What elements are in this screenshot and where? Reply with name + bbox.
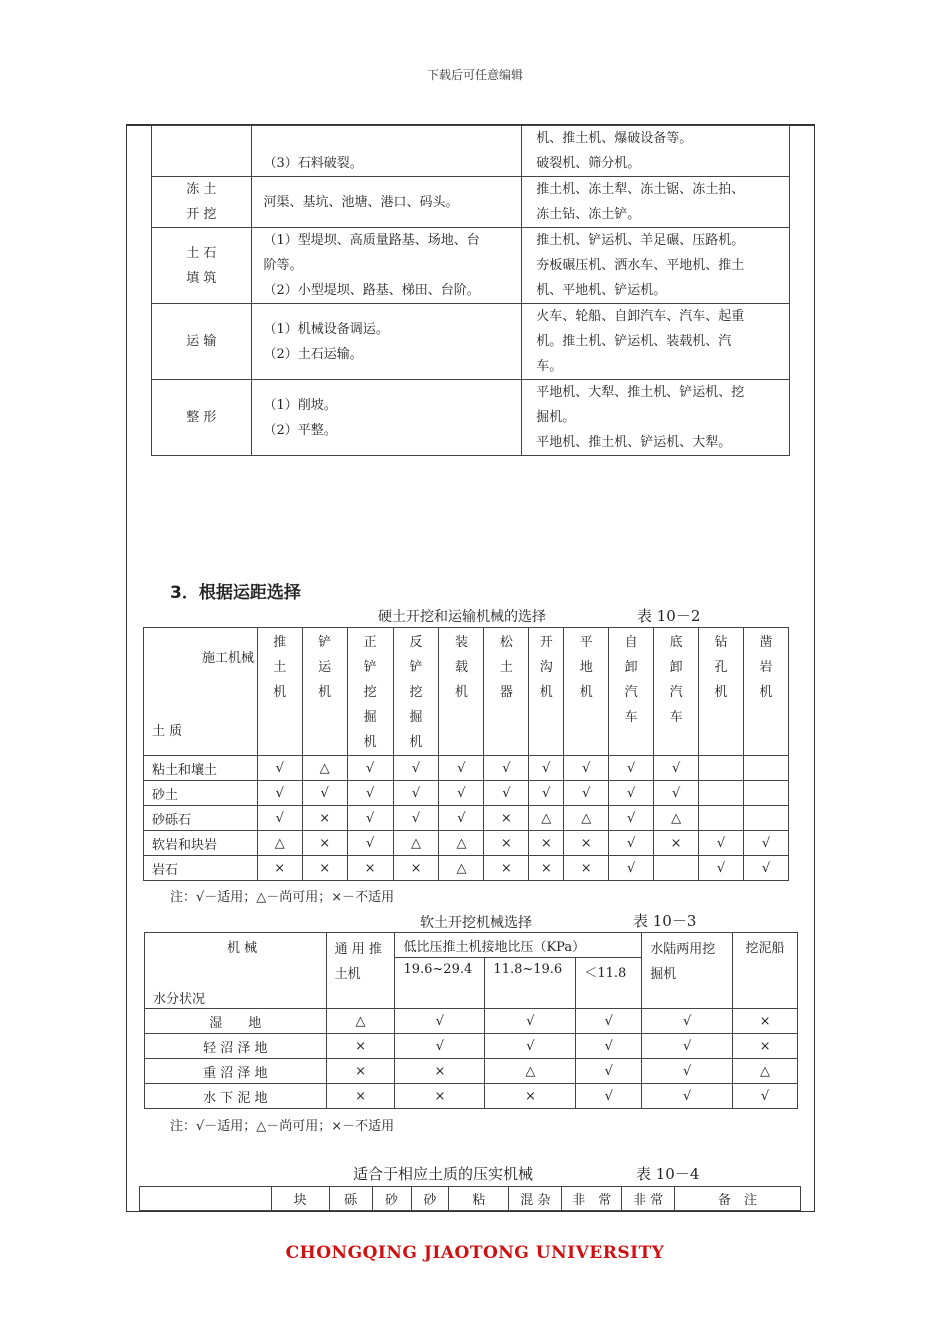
- suitability-mark: ×: [326, 1034, 395, 1059]
- table2-note: 注：√－适用；△－尚可用；×－不适用: [170, 890, 395, 905]
- operation-name-cell: [152, 228, 252, 304]
- suitability-mark: ×: [484, 806, 529, 831]
- suitability-mark: ×: [733, 1034, 798, 1059]
- suitability-mark: √: [564, 756, 609, 781]
- operation-content-cell: [251, 304, 522, 380]
- table-row: [145, 1059, 798, 1084]
- table2-corner-bottom: 土 质: [152, 724, 183, 739]
- table-row: [152, 177, 790, 228]
- machine-list-cell: [522, 228, 790, 304]
- machine-list-cell: [522, 177, 790, 228]
- suitability-mark: △: [529, 806, 564, 831]
- suitability-mark: ×: [326, 1059, 395, 1084]
- suitability-mark: √: [699, 831, 744, 856]
- soil-type: 岩石: [144, 856, 258, 881]
- suitability-mark: √: [302, 781, 347, 806]
- table3-corner-top: 机 械: [227, 941, 258, 956]
- table2-column-label: 钻孔机: [714, 635, 728, 700]
- machine-list-line: 机。推土机、铲运机、装载机、汽: [536, 334, 732, 349]
- suitability-mark: [743, 781, 788, 806]
- operation-name: 冻 土: [186, 182, 217, 197]
- suitability-mark: ×: [529, 856, 564, 881]
- suitability-mark: √: [439, 806, 484, 831]
- header-note: 下载后可任意编辑: [426, 68, 523, 82]
- suitability-mark: [699, 806, 744, 831]
- suitability-mark: √: [439, 756, 484, 781]
- suitability-mark: √: [485, 1009, 576, 1034]
- operation-name-cell: [152, 304, 252, 380]
- table-row: [152, 304, 790, 380]
- suitability-mark: √: [576, 1009, 642, 1034]
- table2-column-header: [484, 628, 529, 756]
- machine-list-line: 平地机、推土机、铲运机、大犁。: [536, 435, 732, 450]
- machine-list-line: 车。: [536, 359, 563, 374]
- table2-column-label: 正铲挖掘机: [363, 635, 377, 750]
- machine-list-line: 机、推土机、爆破设备等。: [536, 131, 693, 146]
- suitability-mark: √: [642, 1059, 733, 1084]
- operation-name: 运 输: [186, 334, 217, 349]
- machine-list-cell: [522, 380, 790, 456]
- table-compaction-machines: [139, 1186, 801, 1211]
- operation-content-cell: [251, 228, 522, 304]
- table2-column-header: [302, 628, 347, 756]
- table-row: [152, 126, 790, 177]
- table2-column-header: [699, 628, 744, 756]
- suitability-mark: √: [484, 781, 529, 806]
- suitability-mark: √: [642, 1034, 733, 1059]
- table2-column-label: 凿岩机: [759, 635, 773, 700]
- machine-list-line: 推土机、铲运机、羊足碾、压路机。: [536, 233, 745, 248]
- suitability-mark: √: [257, 756, 302, 781]
- suitability-mark: √: [395, 1009, 485, 1034]
- suitability-mark: √: [485, 1034, 576, 1059]
- suitability-mark: √: [642, 1084, 733, 1109]
- table3-col-general: 通 用 推土机: [326, 933, 395, 1009]
- suitability-mark: △: [257, 831, 302, 856]
- table4-column-header: 非 常: [562, 1187, 622, 1211]
- suitability-mark: √: [609, 856, 654, 881]
- table-soft-soil-machines: [144, 932, 798, 1109]
- table2-column-header: [609, 628, 654, 756]
- suitability-mark: √: [609, 781, 654, 806]
- table2-number: 表 10－2: [637, 607, 701, 625]
- suitability-mark: √: [393, 806, 439, 831]
- suitability-mark: √: [699, 856, 744, 881]
- suitability-mark: √: [529, 756, 564, 781]
- operation-content-line: （3）石料破裂。: [263, 156, 363, 171]
- table4-column-header: 非 常: [622, 1187, 675, 1211]
- table3-subcol: 19.6~29.4: [395, 958, 485, 1009]
- table3-col-amphibious: 水陆两用挖掘机: [642, 933, 733, 1009]
- machine-list-line: 夯板碾压机、洒水车、平地机、推土: [536, 258, 745, 273]
- suitability-mark: ×: [564, 831, 609, 856]
- table3-number: 表 10－3: [633, 912, 697, 930]
- suitability-mark: △: [654, 806, 699, 831]
- table2-column-label: 铲运机: [318, 635, 332, 700]
- suitability-mark: √: [733, 1084, 798, 1109]
- table2-column-label: 自卸汽车: [624, 635, 638, 725]
- machine-list-cell: [522, 304, 790, 380]
- table2-column-label: 松土器: [499, 635, 513, 700]
- table2-column-label: 平地机: [579, 635, 593, 700]
- table-row: [144, 831, 789, 856]
- machine-list-line: 火车、轮船、自卸汽车、汽车、起重: [536, 309, 745, 324]
- table2-column-label: 装载机: [454, 635, 468, 700]
- table3-subcol: 11.8~19.6: [485, 958, 576, 1009]
- table2-column-header: [564, 628, 609, 756]
- operation-content-line: 阶等。: [263, 258, 303, 273]
- suitability-mark: [699, 756, 744, 781]
- operation-content-line: （2）土石运输。: [263, 346, 363, 362]
- suitability-mark: ×: [347, 856, 393, 881]
- table3-subcol: ＜11.8: [576, 958, 642, 1009]
- table-row: [152, 228, 790, 304]
- operation-content-line: （2）平整。: [263, 422, 337, 438]
- suitability-mark: [743, 806, 788, 831]
- table2-caption: 硬土开挖和运输机械的选择: [378, 609, 546, 625]
- table2-column-label: 底卸汽车: [669, 635, 683, 725]
- suitability-mark: ×: [564, 856, 609, 881]
- table4-column-header: 混 杂: [509, 1187, 562, 1211]
- operation-content-line: （2）小型堤坝、路基、梯田、台阶。: [263, 283, 480, 298]
- table4-number: 表 10－4: [636, 1165, 700, 1183]
- table3-col-group: 低比压推土机接地比压（KPa）: [395, 933, 642, 958]
- table-row: [144, 856, 789, 881]
- suitability-mark: ×: [733, 1009, 798, 1034]
- table4-column-header: 块: [271, 1187, 329, 1211]
- operation-name-cell: [152, 177, 252, 228]
- suitability-mark: [699, 781, 744, 806]
- table4-column-header: 备 注: [675, 1187, 801, 1211]
- suitability-mark: ×: [654, 831, 699, 856]
- table-row: [144, 756, 789, 781]
- soil-type: 软岩和块岩: [144, 831, 258, 856]
- operation-content-line: （1）削坡。: [263, 397, 337, 413]
- suitability-mark: ×: [395, 1059, 485, 1084]
- suitability-mark: √: [609, 806, 654, 831]
- suitability-mark: √: [609, 756, 654, 781]
- table2-corner-cell: [144, 628, 258, 756]
- suitability-mark: △: [326, 1009, 395, 1034]
- table2-column-header: [654, 628, 699, 756]
- suitability-mark: △: [439, 831, 484, 856]
- suitability-mark: ×: [393, 856, 439, 881]
- moisture-condition: 重 沼 泽 地: [145, 1059, 327, 1084]
- suitability-mark: √: [347, 831, 393, 856]
- suitability-mark: ×: [484, 856, 529, 881]
- suitability-mark: ×: [485, 1084, 576, 1109]
- machine-list-line: 冻土钻、冻土铲。: [536, 207, 641, 222]
- suitability-mark: √: [484, 756, 529, 781]
- machine-list-line: 破裂机、筛分机。: [536, 156, 641, 171]
- suitability-mark: √: [439, 781, 484, 806]
- suitability-mark: √: [257, 781, 302, 806]
- suitability-mark: △: [393, 831, 439, 856]
- suitability-mark: √: [654, 781, 699, 806]
- moisture-condition: 轻 沼 泽 地: [145, 1034, 327, 1059]
- table2-column-header: [439, 628, 484, 756]
- suitability-mark: ×: [529, 831, 564, 856]
- operation-content-line: （1）机械设备调运。: [263, 321, 389, 337]
- suitability-mark: √: [642, 1009, 733, 1034]
- table-row: [144, 781, 789, 806]
- suitability-mark: √: [743, 856, 788, 881]
- suitability-mark: △: [485, 1059, 576, 1084]
- table-row: [144, 806, 789, 831]
- suitability-mark: △: [302, 756, 347, 781]
- suitability-mark: √: [654, 756, 699, 781]
- table2-column-label: 推土机: [273, 635, 287, 700]
- table2-column-label: 反铲挖掘机: [409, 635, 423, 750]
- table3-note: 注：√－适用；△－尚可用；×－不适用: [170, 1119, 395, 1134]
- table3-corner-bottom: 水分状况: [153, 992, 206, 1007]
- suitability-mark: △: [439, 856, 484, 881]
- suitability-mark: ×: [326, 1084, 395, 1109]
- table4-column-header: 砂: [411, 1187, 449, 1211]
- table3-col-dredger: 挖泥船: [733, 933, 798, 1009]
- suitability-mark: √: [347, 781, 393, 806]
- soil-type: 砂砾石: [144, 806, 258, 831]
- table4-column-header: 砾: [329, 1187, 372, 1211]
- table-machine-usage: [151, 125, 790, 456]
- table2-column-header: [347, 628, 393, 756]
- table2-column-header: [257, 628, 302, 756]
- machine-list-cell: [522, 126, 790, 177]
- suitability-mark: △: [564, 806, 609, 831]
- operation-name: 开 挖: [186, 207, 217, 222]
- operation-content-cell: [251, 126, 522, 177]
- machine-list-line: 掘机。: [536, 410, 576, 425]
- table-row: [145, 1034, 798, 1059]
- table-hard-soil-machines: [143, 627, 789, 881]
- suitability-mark: √: [257, 806, 302, 831]
- suitability-mark: [743, 756, 788, 781]
- suitability-mark: ×: [484, 831, 529, 856]
- moisture-condition: 湿 地: [145, 1009, 327, 1034]
- machine-list-line: 平地机、大犁、推土机、铲运机、挖: [536, 385, 745, 400]
- suitability-mark: ×: [257, 856, 302, 881]
- table4-header-row: [140, 1187, 801, 1211]
- suitability-mark: √: [529, 781, 564, 806]
- moisture-condition: 水 下 泥 地: [145, 1084, 327, 1109]
- operation-name-cell: [152, 126, 252, 177]
- footer-university: CHONGQING JIAOTONG UNIVERSITY: [285, 1243, 665, 1263]
- suitability-mark: ×: [302, 831, 347, 856]
- table2-corner-top: 施工机械: [202, 651, 255, 666]
- table4-column-header: [140, 1187, 272, 1211]
- suitability-mark: [654, 856, 699, 881]
- table4-column-header: 砂: [372, 1187, 411, 1211]
- suitability-mark: √: [347, 756, 393, 781]
- operation-name-cell: [152, 380, 252, 456]
- soil-type: 粘土和壤土: [144, 756, 258, 781]
- operation-name: 整 形: [186, 410, 217, 425]
- table-row: [145, 1084, 798, 1109]
- soil-type: 砂土: [144, 781, 258, 806]
- operation-content-cell: [251, 380, 522, 456]
- suitability-mark: √: [743, 831, 788, 856]
- suitability-mark: ×: [302, 856, 347, 881]
- suitability-mark: √: [347, 806, 393, 831]
- suitability-mark: ×: [302, 806, 347, 831]
- suitability-mark: √: [576, 1084, 642, 1109]
- operation-content-line: （1）型堤坝、高质量路基、场地、台: [263, 233, 480, 248]
- suitability-mark: √: [609, 831, 654, 856]
- machine-list-line: 机、平地机、铲运机。: [536, 283, 667, 298]
- table4-column-header: 粘: [449, 1187, 509, 1211]
- operation-content-line: 河渠、基坑、池塘、港口、码头。: [263, 194, 459, 210]
- table4-caption: 适合于相应土质的压实机械: [353, 1165, 534, 1183]
- table3-caption: 软土开挖机械选择: [420, 915, 532, 931]
- section-title: 3．根据运距选择: [170, 583, 301, 603]
- table-row: [145, 1009, 798, 1034]
- suitability-mark: ×: [395, 1084, 485, 1109]
- table3-corner-cell: [145, 933, 327, 1009]
- suitability-mark: √: [564, 781, 609, 806]
- operation-name: 填 筑: [186, 270, 217, 286]
- table2-column-label: 开沟机: [539, 635, 553, 700]
- operation-name: 土 石: [186, 245, 217, 261]
- table-row: [152, 380, 790, 456]
- table2-column-header: [529, 628, 564, 756]
- operation-content-cell: [251, 177, 522, 228]
- suitability-mark: △: [733, 1059, 798, 1084]
- suitability-mark: √: [576, 1034, 642, 1059]
- table2-header-row: [144, 628, 789, 756]
- machine-list-line: 推土机、冻土犁、冻土锯、冻土拍、: [536, 182, 745, 197]
- suitability-mark: √: [576, 1059, 642, 1084]
- operation-content-line: [264, 126, 522, 151]
- suitability-mark: √: [393, 756, 439, 781]
- table2-column-header: [393, 628, 439, 756]
- table2-column-header: [743, 628, 788, 756]
- suitability-mark: √: [393, 781, 439, 806]
- suitability-mark: √: [395, 1034, 485, 1059]
